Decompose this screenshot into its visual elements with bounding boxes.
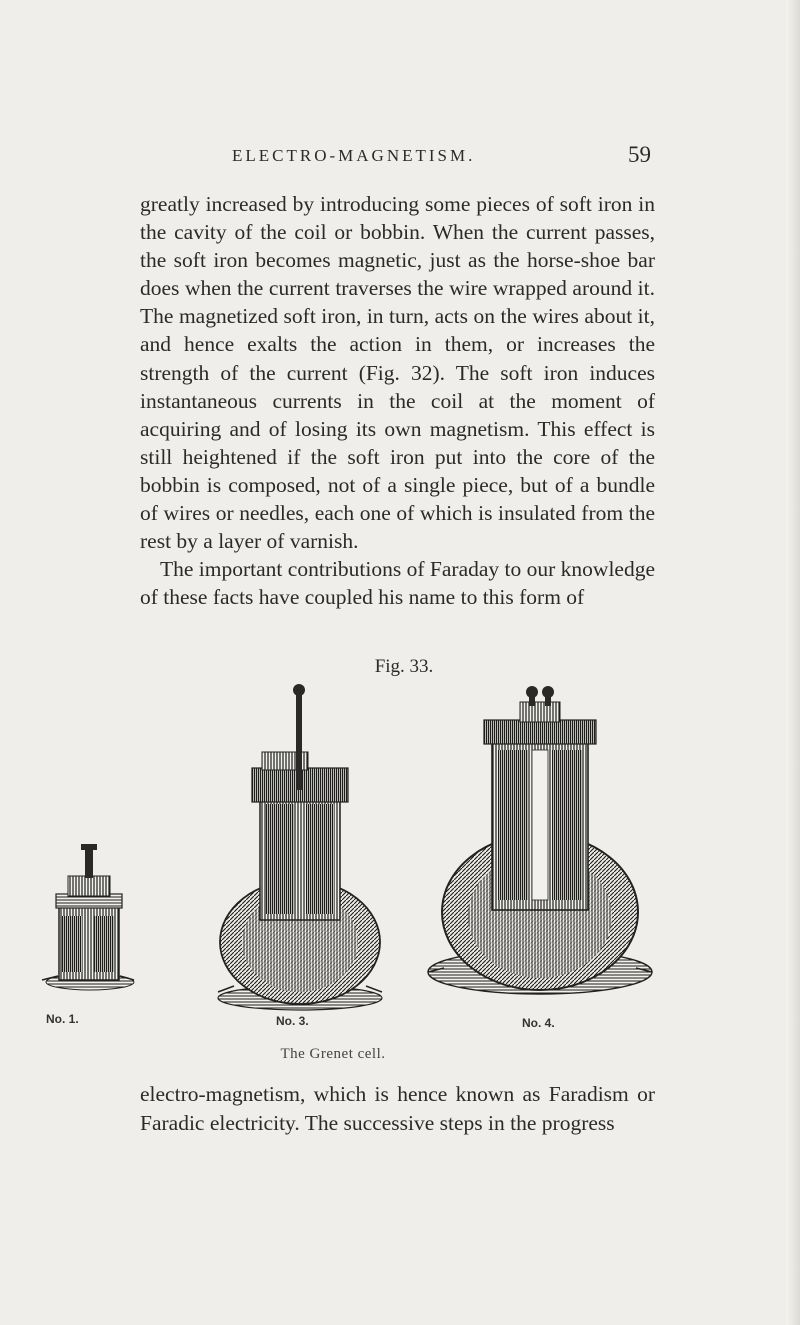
- page-edge: [786, 0, 800, 1325]
- cell-no-4: [428, 686, 652, 994]
- paragraph: electro-magnetism, which is hence known as Faradism or Faradic electricity. The successive steps in the progress: [140, 1082, 655, 1135]
- cell-no-1: [42, 844, 134, 990]
- paragraph: The important contributions of Faraday to our knowledge of these facts have coupled his name to this form of: [140, 557, 655, 610]
- page-number: 59: [628, 142, 651, 167]
- running-title: ELECTRO-MAGNETISM.: [232, 146, 476, 165]
- figure-illustration: [30, 680, 710, 1030]
- figure-label-no-3: No. 3.: [276, 1014, 309, 1028]
- figure-title: Fig. 33.: [374, 656, 434, 677]
- paragraph: greatly increased by introducing some pieces of soft iron in the cavity of the coil or bobbin. When the current passes, the soft iron becomes magnetic, just as the horse-shoe bar does when the current traverses the wire wrapped around it. The magnetized soft iron, in turn, acts on the wires about it, and hence exalts the action in them, or increases the strength of the current (Fig. 32). The soft iron induces instantaneous currents in the coil at the moment of acquiring and of losing its own magnetism. This effect is still heightened if the soft iron put into the core of the bobbin is composed, not of a single piece, but of a bundle of wires or needles, each one of which is insulated from the rest by a layer of varnish.: [140, 192, 655, 554]
- body-text-upper: [140, 190, 655, 611]
- body-text-lower: [140, 1080, 655, 1137]
- figure-caption: The Grenet cell.: [280, 1046, 386, 1062]
- figure-label-no-4: No. 4.: [522, 1016, 555, 1030]
- figure-label-no-1: No. 1.: [46, 1012, 79, 1026]
- grenet-cells-engraving: [30, 680, 710, 1030]
- running-head: [0, 142, 800, 172]
- cell-no-3: [218, 684, 382, 1010]
